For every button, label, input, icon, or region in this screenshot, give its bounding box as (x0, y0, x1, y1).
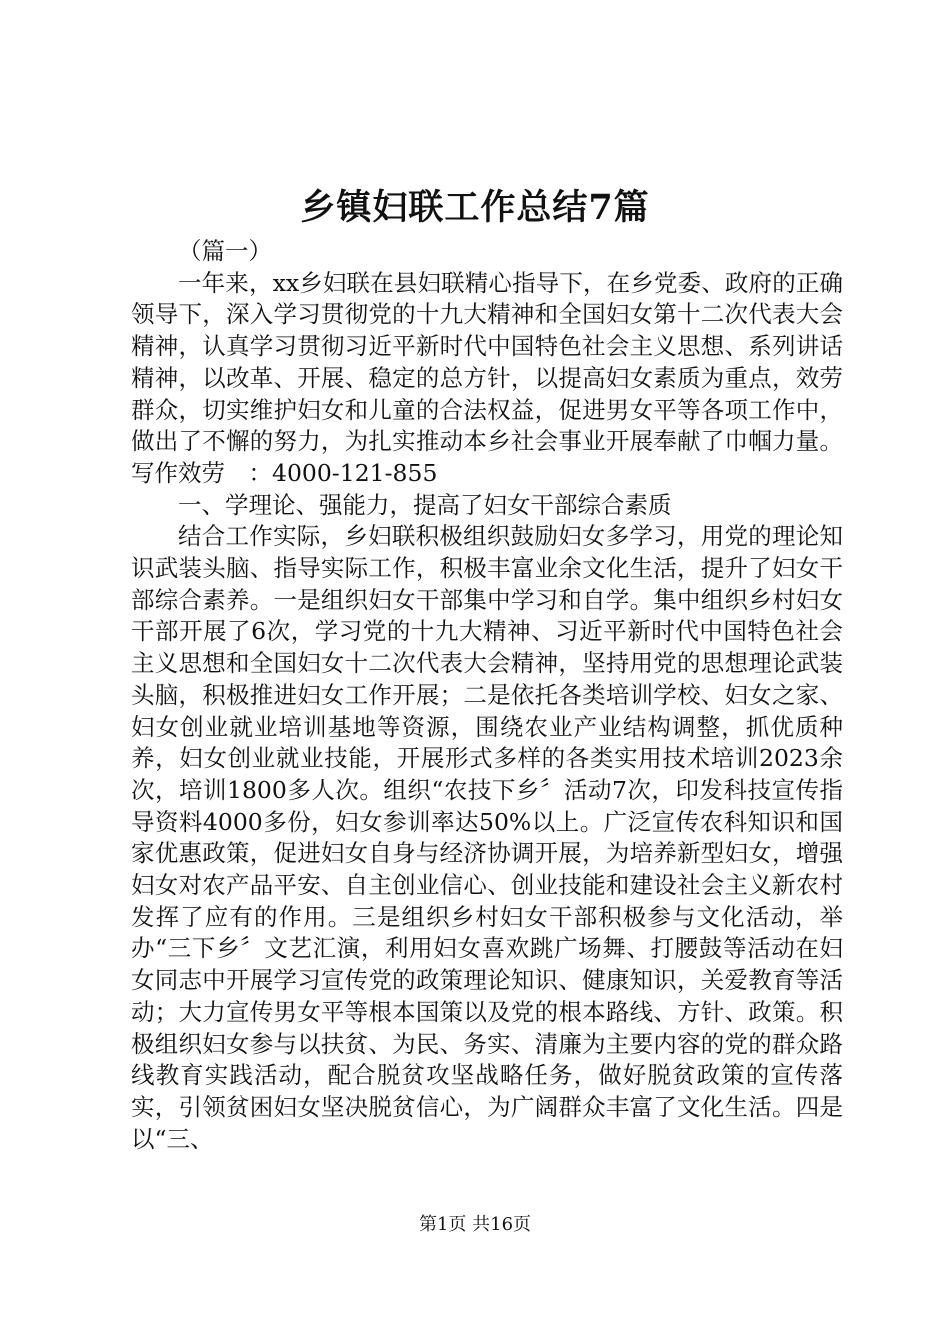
page-title: 乡镇妇联工作总结7篇 (300, 187, 650, 228)
section-heading: 一、学理论、强能力，提高了妇女干部综合素质 (178, 490, 672, 519)
document-body (131, 236, 843, 1155)
paragraph-intro: 一年来，xx乡妇联在县妇联精心指导下，在乡党委、政府的正确领导下，深入学习贯彻党的十九大精神和全国妇女第十二次代表大会精神，认真学习贯彻习近平新时代中国特色社会主义思想、系列讲话精神，以改革、开展、稳定的总方针，以提高妇女素质为重点，效劳群众，切实维护妇女和儿童的合法权益，促进男女平等各项工作中，做出了不懈的努力，为扎实推动本乡社会事业开展奉献了巾帼力量。写作效劳 ：4000-121-855 (131, 268, 843, 487)
page-footer: 第1页 共16页 (418, 1214, 532, 1235)
section-label: （篇一） (178, 237, 272, 265)
paragraph-body: 结合工作实际，乡妇联积极组织鼓励妇女多学习，用党的理论知识武装头脑、指导实际工作，积极丰富业余文化生活，提升了妇女干部综合素养。一是组织妇女干部集中学习和自学。集中组织乡村妇女干部开展了6次，学习党的十九大精神、习近平新时代中国特色社会主义思想和全国妇女十二次代表大会精神，坚持用党的思想理论武装头脑，积极推进妇女工作开展；二是依托各类培训学校、妇女之家、妇女创业就业培训基地等资源，围绕农业产业结构调整，抓优质种养，妇女创业就业技能，开展形式多样的各类实用技术培训2023余次，培训1800多人次。组织“农技下乡〞活动7次，印发科技宣传指导资料4000多份，妇女参训率达50%以上。广泛宣传农科知识和国家优惠政策，促进妇女自身与经济协调开展，为培养新型妇女，增强妇女对农产品平安、自主创业信心、创业技能和建设社会主义新农村发挥了应有的作用。三是组织乡村妇女干部积极参与文化活动，举办“三下乡〞文艺汇演，利用妇女喜欢跳广场舞、打腰鼓等活动在妇女同志中开展学习宣传党的政策理论知识、健康知识，关爱教育等活动；大力宣传男女平等根本国策以及党的根本路线、方针、政策。积极组织妇女参与以扶贫、为民、务实、清廉为主要内容的党的群众路线教育实践活动，配合脱贫攻坚战略任务，做好脱贫政策的宣传落实，引领贫困妇女坚决脱贫信心，为广阔群众丰富了文化生活。四是以“三、 (131, 522, 843, 1153)
